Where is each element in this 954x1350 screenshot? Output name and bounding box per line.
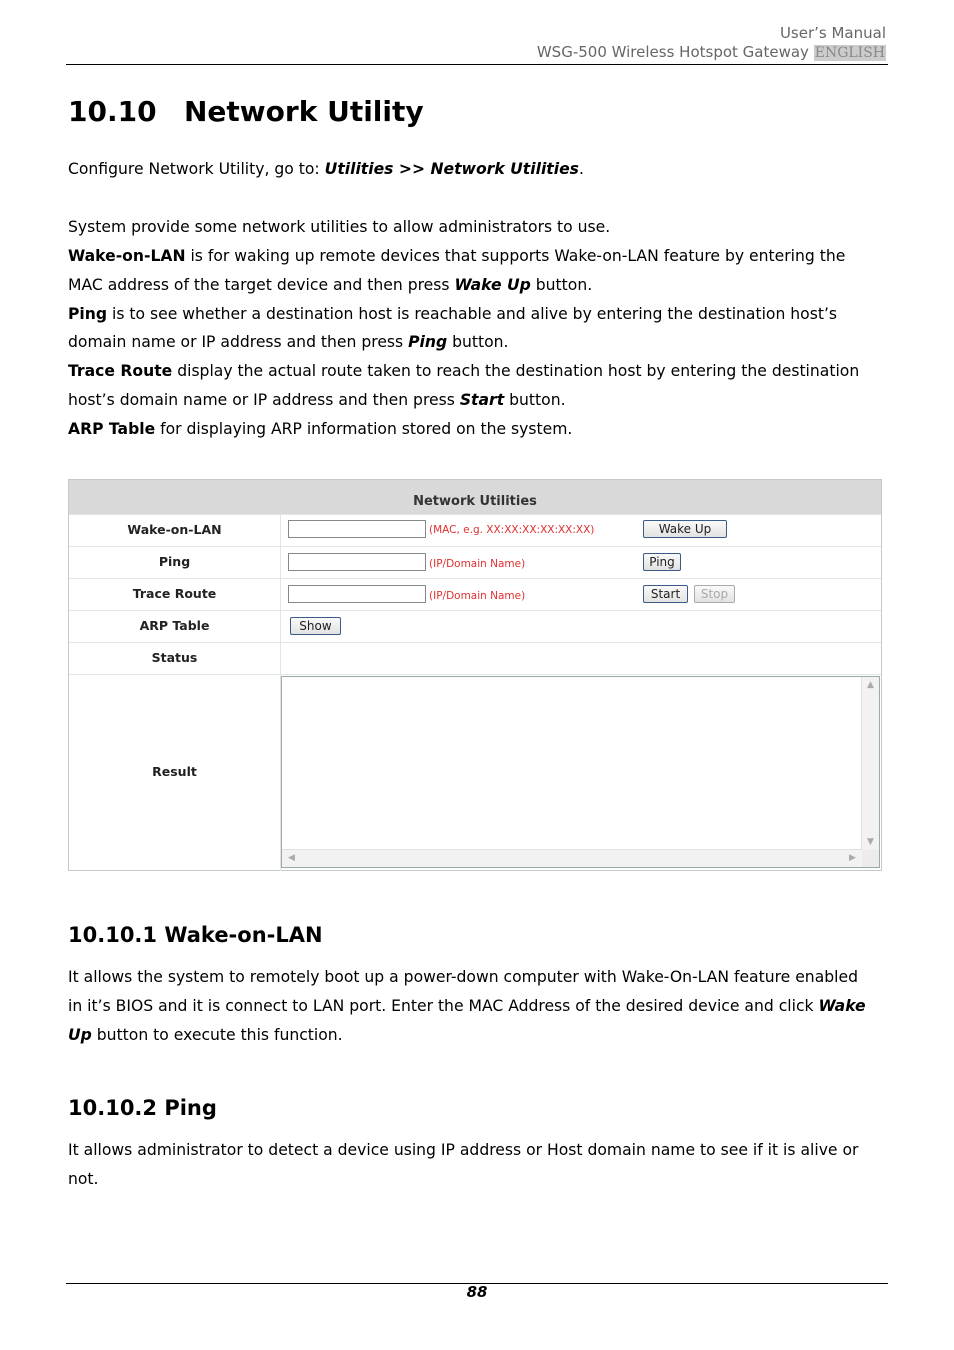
- status-row: [69, 642, 881, 675]
- section-heading: [68, 92, 424, 132]
- language-tag: ENGLISH: [814, 45, 885, 61]
- section-number: 10.10: [68, 95, 157, 128]
- ping-text-3: button.: [447, 333, 509, 351]
- wol-desc-line-1: It allows the system to remotely boot up a power-down computer with Wake-On-LAN feature enabled: [68, 968, 858, 986]
- scroll-left-icon[interactable]: ◀: [288, 853, 295, 863]
- wol-desc-line-2: [68, 992, 888, 1021]
- wol-desc-prefix: in it’s BIOS and it is connect to LAN port. Enter the MAC Address of the desired device and click: [68, 997, 819, 1015]
- scroll-right-icon[interactable]: ▶: [849, 853, 856, 863]
- wol-label: Wake-on-LAN: [69, 515, 281, 547]
- ping-line-1: [68, 300, 888, 329]
- wol-text-2: MAC address of the target device and then press: [68, 276, 455, 294]
- header-rule: [66, 64, 888, 65]
- scroll-up-icon[interactable]: ▲: [867, 680, 874, 690]
- wol-line-1: [68, 242, 888, 271]
- manual-title: User’s Manual: [779, 24, 886, 42]
- status-label: Status: [69, 643, 281, 675]
- trace-line-2: [68, 386, 888, 415]
- product-name: WSG-500 Wireless Hotspot Gateway: [536, 43, 809, 61]
- wol-term: Wake-on-LAN: [68, 247, 186, 265]
- show-button[interactable]: Show: [290, 617, 341, 635]
- trace-host-input[interactable]: [288, 585, 426, 603]
- arp-term: ARP Table: [68, 420, 156, 438]
- ping-button[interactable]: Ping: [643, 553, 681, 571]
- ping-text-1: is to see whether a destination host is reachable and alive by entering the destination host’s: [107, 305, 838, 323]
- ping-line-2: [68, 328, 888, 357]
- arp-table-row: [69, 610, 881, 643]
- wol-desc-suffix: button to execute this function.: [91, 1026, 343, 1044]
- arp-text: for displaying ARP information stored on the system.: [155, 420, 573, 438]
- trace-line-1: [68, 357, 888, 386]
- ping-host-input[interactable]: [288, 553, 426, 571]
- stop-button: Stop: [694, 585, 735, 603]
- page-number: 88: [466, 1283, 488, 1301]
- trace-route-row: [69, 578, 881, 611]
- wol-text-3: button.: [530, 276, 593, 294]
- network-utilities-screenshot: [68, 479, 882, 871]
- wol-desc-line-3: [68, 1021, 888, 1050]
- mac-address-input[interactable]: [288, 520, 426, 538]
- mac-hint: (MAC, e.g. XX:XX:XX:XX:XX:XX): [429, 524, 595, 536]
- result-textarea[interactable]: [281, 676, 880, 868]
- configure-path: Utilities >> Network Utilities: [324, 160, 579, 178]
- ping-label: Ping: [69, 547, 281, 579]
- trace-text-1: display the actual route taken to reach the destination host by entering the destination: [172, 362, 860, 380]
- wake-up-button[interactable]: Wake Up: [643, 520, 727, 538]
- network-utilities-title: Network Utilities: [69, 480, 881, 514]
- result-label: Result: [69, 675, 281, 871]
- wol-subsection-heading: 10.10.1 Wake-on-LAN: [68, 923, 323, 947]
- product-title: [537, 43, 886, 63]
- start-button[interactable]: Start: [643, 585, 688, 603]
- ping-hint: (IP/Domain Name): [429, 558, 526, 570]
- configure-path-line: [68, 155, 888, 184]
- configure-suffix: .: [578, 160, 584, 178]
- ping-desc-line-2: not.: [68, 1170, 99, 1188]
- horizontal-scrollbar[interactable]: [282, 849, 862, 867]
- scrollbar-corner: [862, 850, 879, 867]
- trace-text-3: button.: [504, 391, 566, 409]
- wol-button-ref: Wake Up: [454, 276, 531, 294]
- configure-prefix: Configure Network Utility, go to:: [68, 160, 325, 178]
- wol-line-2: [68, 271, 888, 300]
- ping-desc-line-1: It allows administrator to detect a device using IP address or Host domain name to see if it is alive or: [68, 1141, 859, 1159]
- section-title: Network Utility: [184, 95, 424, 128]
- trace-route-label: Trace Route: [69, 579, 281, 611]
- wol-text-1: is for waking up remote devices that supports Wake-on-LAN feature by entering the: [185, 247, 846, 265]
- scroll-down-icon[interactable]: ▼: [867, 837, 874, 847]
- trace-text-2: host’s domain name or IP address and then press: [68, 391, 460, 409]
- ping-button-ref: Ping: [408, 333, 448, 351]
- ping-term: Ping: [68, 305, 108, 323]
- ping-subsection-heading: 10.10.2 Ping: [68, 1096, 217, 1120]
- wol-desc-bold-2: Up: [68, 1026, 92, 1044]
- system-line: System provide some network utilities to allow administrators to use.: [68, 218, 611, 236]
- ping-text-2: domain name or IP address and then press: [68, 333, 409, 351]
- vertical-scrollbar[interactable]: [861, 677, 879, 850]
- ping-row: [69, 546, 881, 579]
- arp-line: [68, 415, 888, 444]
- start-button-ref: Start: [459, 391, 505, 409]
- arp-table-label: ARP Table: [69, 611, 281, 643]
- trace-term: Trace Route: [68, 362, 173, 380]
- wol-row: [69, 514, 881, 547]
- trace-hint: (IP/Domain Name): [429, 590, 526, 602]
- wol-desc-bold-1: Wake: [818, 997, 866, 1015]
